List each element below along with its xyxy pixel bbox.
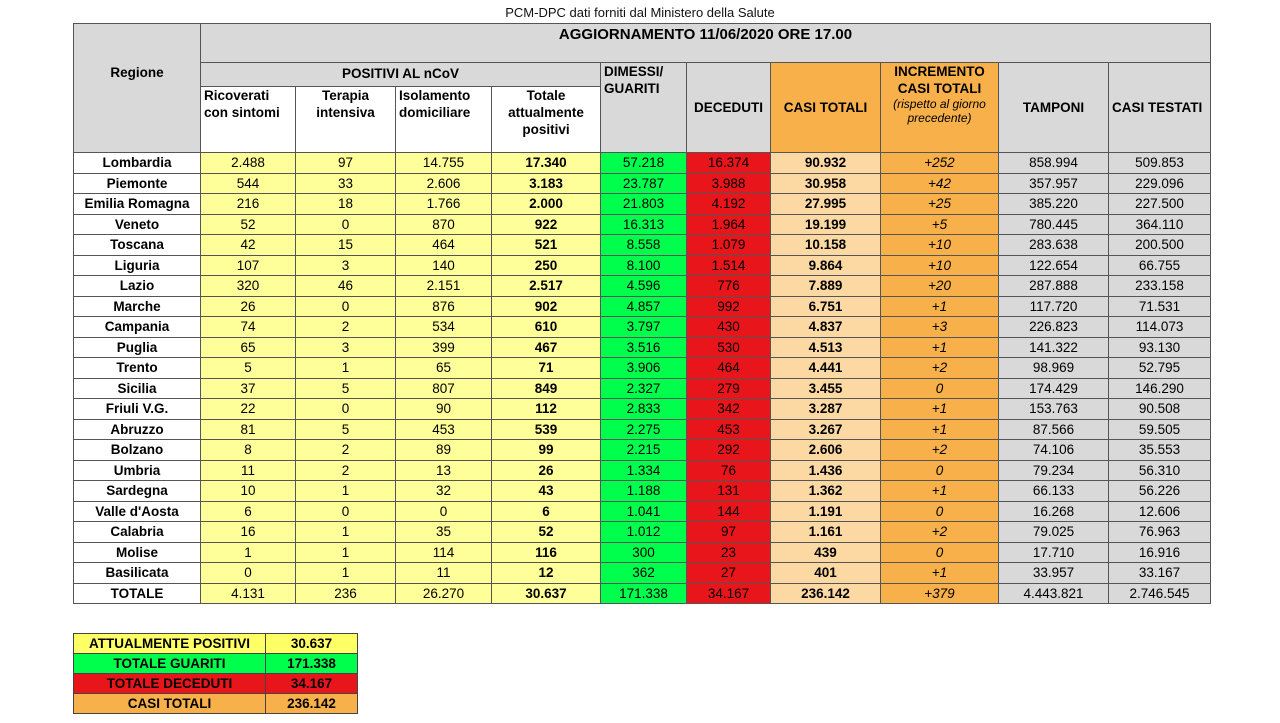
cell-casi-totali: 19.199 [771,214,881,235]
header-positivi-group: POSITIVI AL nCoV [201,63,601,87]
cell-deceduti: 27 [687,563,771,584]
cell-deceduti: 464 [687,358,771,379]
cell-casi-testati: 93.130 [1109,337,1211,358]
header-regione: Regione [74,24,201,153]
cell-ricoverati: 52 [201,214,296,235]
cell-ricoverati: 42 [201,235,296,256]
cell-terapia: 1 [296,522,396,543]
cell-deceduti: 342 [687,399,771,420]
cell-ricoverati: 320 [201,276,296,297]
cell-tamponi: 79.025 [999,522,1109,543]
cell-regione: Abruzzo [74,419,201,440]
cell-ricoverati: 16 [201,522,296,543]
cell-casi-totali: 4.441 [771,358,881,379]
cell-terapia: 3 [296,337,396,358]
cell-dimessi: 23.787 [601,173,687,194]
cell-regione: Campania [74,317,201,338]
cell-ricoverati: 0 [201,563,296,584]
cell-casi-testati: 33.167 [1109,563,1211,584]
table-row [74,276,1211,297]
cell-regione: Emilia Romagna [74,194,201,215]
cell-regione: Liguria [74,255,201,276]
cell-deceduti: 279 [687,378,771,399]
cell-isolamento: 534 [396,317,492,338]
cell-totale-positivi: 6 [492,501,601,522]
cell-isolamento: 140 [396,255,492,276]
header-totale-positivi: Totale attualmente positivi [492,87,601,153]
cell-dimessi: 4.596 [601,276,687,297]
cell-deceduti: 23 [687,542,771,563]
table-row [74,173,1211,194]
cell-tamponi: 117.720 [999,296,1109,317]
summary-row-casi-totali [74,694,358,714]
cell-dimessi: 1.188 [601,481,687,502]
cell-dimessi: 1.334 [601,460,687,481]
cell-totale-positivi: 610 [492,317,601,338]
cell-isolamento: 90 [396,399,492,420]
cell-casi-totali: 439 [771,542,881,563]
summary-value: 30.637 [266,634,358,654]
table-row [74,399,1211,420]
cell-ricoverati: 22 [201,399,296,420]
table-total-row [74,583,1211,604]
cell-deceduti: 4.192 [687,194,771,215]
cell-dimessi: 21.803 [601,194,687,215]
cell-totale-positivi: 250 [492,255,601,276]
cell-casi-testati: 200.500 [1109,235,1211,256]
cell-incremento: 0 [881,542,999,563]
cell-terapia: 46 [296,276,396,297]
cell-dimessi: 16.313 [601,214,687,235]
cell-deceduti: 144 [687,501,771,522]
cell-regione: Bolzano [74,440,201,461]
header-incremento-note: (rispetto al giorno precedente) [893,97,986,125]
cell-deceduti: 34.167 [687,583,771,604]
cell-tamponi: 780.445 [999,214,1109,235]
cell-isolamento: 876 [396,296,492,317]
summary-value: 34.167 [266,674,358,694]
cell-dimessi: 2.833 [601,399,687,420]
cell-regione: Sardegna [74,481,201,502]
cell-terapia: 33 [296,173,396,194]
summary-table [73,633,358,714]
cell-deceduti: 1.079 [687,235,771,256]
cell-isolamento: 1.766 [396,194,492,215]
table-row [74,255,1211,276]
cell-incremento: +2 [881,522,999,543]
cell-deceduti: 530 [687,337,771,358]
cell-totale-positivi: 71 [492,358,601,379]
cell-dimessi: 300 [601,542,687,563]
cell-regione: Veneto [74,214,201,235]
cell-regione: Lazio [74,276,201,297]
cell-isolamento: 0 [396,501,492,522]
table-row [74,522,1211,543]
cell-isolamento: 35 [396,522,492,543]
cell-casi-testati: 2.746.545 [1109,583,1211,604]
table-row [74,481,1211,502]
cell-incremento: +1 [881,296,999,317]
cell-terapia: 0 [296,214,396,235]
cell-ricoverati: 10 [201,481,296,502]
cell-terapia: 1 [296,481,396,502]
cell-tamponi: 226.823 [999,317,1109,338]
header-dimessi: DIMESSI/ GUARITI [601,63,687,153]
header-casi-testati: CASI TESTATI [1109,63,1211,153]
cell-deceduti: 3.988 [687,173,771,194]
cell-dimessi: 2.327 [601,378,687,399]
table-row [74,542,1211,563]
cell-dimessi: 8.558 [601,235,687,256]
cell-casi-totali: 4.513 [771,337,881,358]
cell-totale-positivi: 2.000 [492,194,601,215]
table-row [74,460,1211,481]
cell-dimessi: 171.338 [601,583,687,604]
summary-value: 236.142 [266,694,358,714]
cell-tamponi: 141.322 [999,337,1109,358]
cell-casi-testati: 56.310 [1109,460,1211,481]
cell-terapia: 0 [296,501,396,522]
table-row [74,214,1211,235]
cell-tamponi: 33.957 [999,563,1109,584]
cell-casi-testati: 59.505 [1109,419,1211,440]
table-body [74,153,1211,604]
cell-tamponi: 16.268 [999,501,1109,522]
cell-incremento: +20 [881,276,999,297]
cell-totale-positivi: 902 [492,296,601,317]
cell-isolamento: 2.606 [396,173,492,194]
cell-casi-testati: 227.500 [1109,194,1211,215]
table-row [74,440,1211,461]
cell-dimessi: 3.516 [601,337,687,358]
cell-regione: Puglia [74,337,201,358]
cell-terapia: 2 [296,460,396,481]
table-row [74,419,1211,440]
cell-casi-testati: 66.755 [1109,255,1211,276]
header-incremento-label: INCREMENTO CASI TOTALI [894,64,985,96]
cell-casi-totali: 3.267 [771,419,881,440]
cell-casi-testati: 233.158 [1109,276,1211,297]
cell-ricoverati: 216 [201,194,296,215]
cell-tamponi: 74.106 [999,440,1109,461]
cell-incremento: +1 [881,481,999,502]
cell-terapia: 3 [296,255,396,276]
cell-casi-totali: 27.995 [771,194,881,215]
table-row [74,358,1211,379]
summary-label: CASI TOTALI [74,694,266,714]
cell-regione: Molise [74,542,201,563]
cell-tamponi: 4.443.821 [999,583,1109,604]
cell-casi-totali: 1.161 [771,522,881,543]
cell-casi-totali: 90.932 [771,153,881,174]
cell-casi-testati: 56.226 [1109,481,1211,502]
cell-totale-positivi: 112 [492,399,601,420]
cell-incremento: +379 [881,583,999,604]
cell-deceduti: 131 [687,481,771,502]
cell-terapia: 15 [296,235,396,256]
cell-regione: Lombardia [74,153,201,174]
cell-casi-totali: 4.837 [771,317,881,338]
cell-ricoverati: 37 [201,378,296,399]
cell-terapia: 5 [296,378,396,399]
cell-casi-totali: 9.864 [771,255,881,276]
cell-totale-positivi: 30.637 [492,583,601,604]
cell-terapia: 2 [296,440,396,461]
cell-incremento: +1 [881,419,999,440]
summary-value: 171.338 [266,654,358,674]
cell-regione: TOTALE [74,583,201,604]
cell-tamponi: 122.654 [999,255,1109,276]
cell-totale-positivi: 26 [492,460,601,481]
table-row [74,317,1211,338]
cell-totale-positivi: 849 [492,378,601,399]
cell-deceduti: 776 [687,276,771,297]
cell-incremento: 0 [881,378,999,399]
cell-casi-totali: 236.142 [771,583,881,604]
table-row [74,501,1211,522]
cell-terapia: 1 [296,542,396,563]
cell-totale-positivi: 12 [492,563,601,584]
cell-tamponi: 357.957 [999,173,1109,194]
cell-casi-totali: 1.436 [771,460,881,481]
cell-isolamento: 89 [396,440,492,461]
cell-terapia: 1 [296,358,396,379]
cell-incremento: +5 [881,214,999,235]
cell-ricoverati: 26 [201,296,296,317]
cell-totale-positivi: 922 [492,214,601,235]
cell-regione: Marche [74,296,201,317]
cell-isolamento: 464 [396,235,492,256]
cell-casi-totali: 2.606 [771,440,881,461]
cell-totale-positivi: 99 [492,440,601,461]
cell-totale-positivi: 116 [492,542,601,563]
cell-casi-testati: 76.963 [1109,522,1211,543]
cell-totale-positivi: 2.517 [492,276,601,297]
cell-incremento: +2 [881,358,999,379]
cell-totale-positivi: 521 [492,235,601,256]
cell-isolamento: 807 [396,378,492,399]
cell-tamponi: 79.234 [999,460,1109,481]
cell-casi-testati: 12.606 [1109,501,1211,522]
cell-casi-totali: 1.362 [771,481,881,502]
cell-ricoverati: 107 [201,255,296,276]
cell-incremento: +1 [881,399,999,420]
covid-regional-table [73,23,1211,604]
cell-incremento: +252 [881,153,999,174]
cell-isolamento: 870 [396,214,492,235]
cell-casi-testati: 229.096 [1109,173,1211,194]
cell-totale-positivi: 43 [492,481,601,502]
cell-incremento: +3 [881,317,999,338]
cell-deceduti: 430 [687,317,771,338]
cell-deceduti: 1.514 [687,255,771,276]
cell-isolamento: 2.151 [396,276,492,297]
cell-casi-testati: 90.508 [1109,399,1211,420]
table-row [74,153,1211,174]
cell-regione: Valle d'Aosta [74,501,201,522]
table-row [74,296,1211,317]
header-isolamento: Isolamento domiciliare [396,87,492,153]
page-title: AGGIORNAMENTO 11/06/2020 ORE 17.00 [201,24,1211,63]
cell-tamponi: 66.133 [999,481,1109,502]
cell-casi-testati: 364.110 [1109,214,1211,235]
cell-regione: Basilicata [74,563,201,584]
summary-label: TOTALE DECEDUTI [74,674,266,694]
header-incremento [881,63,999,153]
cell-regione: Umbria [74,460,201,481]
cell-dimessi: 3.797 [601,317,687,338]
cell-ricoverati: 11 [201,460,296,481]
cell-deceduti: 16.374 [687,153,771,174]
cell-tamponi: 287.888 [999,276,1109,297]
table-row [74,378,1211,399]
cell-casi-totali: 401 [771,563,881,584]
cell-dimessi: 362 [601,563,687,584]
cell-casi-totali: 6.751 [771,296,881,317]
cell-regione: Trento [74,358,201,379]
cell-ricoverati: 544 [201,173,296,194]
table-row [74,235,1211,256]
cell-deceduti: 1.964 [687,214,771,235]
cell-casi-testati: 52.795 [1109,358,1211,379]
cell-terapia: 5 [296,419,396,440]
cell-casi-testati: 71.531 [1109,296,1211,317]
cell-ricoverati: 4.131 [201,583,296,604]
table-row [74,563,1211,584]
cell-isolamento: 13 [396,460,492,481]
cell-casi-totali: 3.455 [771,378,881,399]
cell-regione: Friuli V.G. [74,399,201,420]
cell-dimessi: 2.275 [601,419,687,440]
cell-isolamento: 32 [396,481,492,502]
cell-casi-totali: 7.889 [771,276,881,297]
cell-incremento: 0 [881,460,999,481]
cell-isolamento: 65 [396,358,492,379]
table-row [74,337,1211,358]
header-terapia: Terapia intensiva [296,87,396,153]
cell-deceduti: 992 [687,296,771,317]
summary-row-positivi [74,634,358,654]
cell-isolamento: 14.755 [396,153,492,174]
cell-terapia: 0 [296,296,396,317]
cell-ricoverati: 74 [201,317,296,338]
cell-isolamento: 453 [396,419,492,440]
cell-terapia: 97 [296,153,396,174]
cell-casi-testati: 114.073 [1109,317,1211,338]
cell-isolamento: 114 [396,542,492,563]
cell-regione: Sicilia [74,378,201,399]
cell-tamponi: 385.220 [999,194,1109,215]
cell-incremento: +10 [881,235,999,256]
table-row [74,194,1211,215]
cell-deceduti: 453 [687,419,771,440]
cell-totale-positivi: 17.340 [492,153,601,174]
header-tamponi: TAMPONI [999,63,1109,153]
cell-dimessi: 8.100 [601,255,687,276]
cell-regione: Piemonte [74,173,201,194]
cell-terapia: 236 [296,583,396,604]
cell-terapia: 2 [296,317,396,338]
cell-tamponi: 174.429 [999,378,1109,399]
cell-incremento: +1 [881,337,999,358]
cell-tamponi: 87.566 [999,419,1109,440]
cell-ricoverati: 5 [201,358,296,379]
cell-dimessi: 4.857 [601,296,687,317]
cell-ricoverati: 65 [201,337,296,358]
cell-dimessi: 1.012 [601,522,687,543]
cell-incremento: +2 [881,440,999,461]
cell-casi-totali: 3.287 [771,399,881,420]
cell-ricoverati: 8 [201,440,296,461]
summary-label: TOTALE GUARITI [74,654,266,674]
cell-terapia: 0 [296,399,396,420]
cell-dimessi: 2.215 [601,440,687,461]
summary-label: ATTUALMENTE POSITIVI [74,634,266,654]
cell-dimessi: 1.041 [601,501,687,522]
cell-incremento: 0 [881,501,999,522]
source-caption: PCM-DPC dati forniti dal Ministero della Salute [505,5,775,20]
cell-dimessi: 57.218 [601,153,687,174]
cell-regione: Toscana [74,235,201,256]
header-deceduti: DECEDUTI [687,63,771,153]
cell-totale-positivi: 3.183 [492,173,601,194]
cell-incremento: +10 [881,255,999,276]
cell-totale-positivi: 467 [492,337,601,358]
cell-incremento: +42 [881,173,999,194]
cell-tamponi: 17.710 [999,542,1109,563]
cell-casi-testati: 16.916 [1109,542,1211,563]
cell-tamponi: 858.994 [999,153,1109,174]
cell-ricoverati: 2.488 [201,153,296,174]
cell-ricoverati: 81 [201,419,296,440]
cell-regione: Calabria [74,522,201,543]
cell-tamponi: 98.969 [999,358,1109,379]
cell-casi-totali: 1.191 [771,501,881,522]
cell-deceduti: 76 [687,460,771,481]
cell-casi-testati: 35.553 [1109,440,1211,461]
cell-casi-totali: 10.158 [771,235,881,256]
cell-isolamento: 399 [396,337,492,358]
cell-tamponi: 153.763 [999,399,1109,420]
cell-incremento: +25 [881,194,999,215]
summary-row-deceduti [74,674,358,694]
cell-terapia: 18 [296,194,396,215]
cell-incremento: +1 [881,563,999,584]
cell-ricoverati: 1 [201,542,296,563]
cell-totale-positivi: 539 [492,419,601,440]
cell-casi-testati: 146.290 [1109,378,1211,399]
cell-isolamento: 11 [396,563,492,584]
cell-deceduti: 97 [687,522,771,543]
cell-casi-testati: 509.853 [1109,153,1211,174]
cell-dimessi: 3.906 [601,358,687,379]
cell-terapia: 1 [296,563,396,584]
cell-ricoverati: 6 [201,501,296,522]
cell-casi-totali: 30.958 [771,173,881,194]
cell-isolamento: 26.270 [396,583,492,604]
summary-row-guariti [74,654,358,674]
cell-totale-positivi: 52 [492,522,601,543]
cell-tamponi: 283.638 [999,235,1109,256]
header-ricoverati: Ricoverati con sintomi [201,87,296,153]
header-casi-totali: CASI TOTALI [771,63,881,153]
cell-deceduti: 292 [687,440,771,461]
